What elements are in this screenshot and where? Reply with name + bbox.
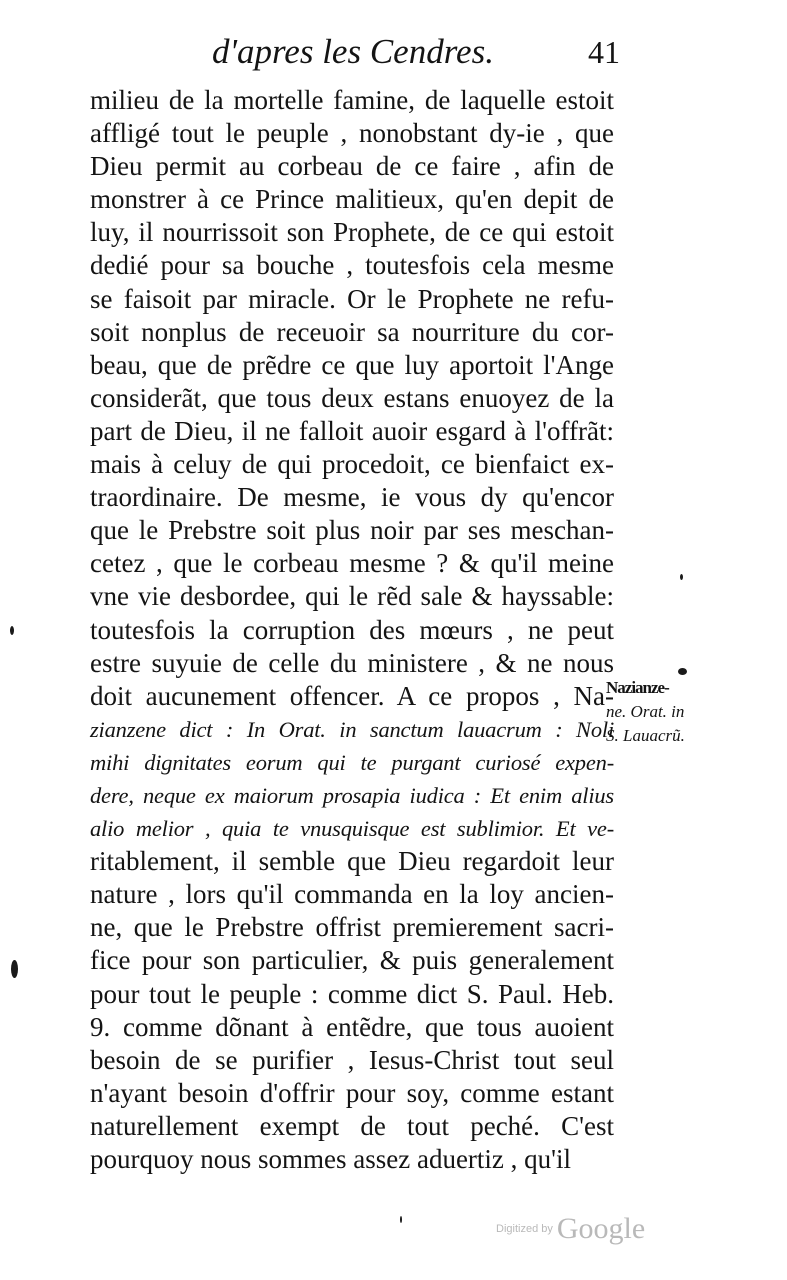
text-line: Dieu permit au corbeau de ce faire , afin de xyxy=(90,151,614,182)
text-line: vne vie desbordee, qui le rẽd sale & hayssable: xyxy=(90,581,614,612)
latin-quote-line: alio melior , quia te vnusquisque est sublimior. Et ve- xyxy=(90,816,614,842)
text-line: soit nonplus de receuoir sa nourriture du cor- xyxy=(90,316,614,347)
page-number: 41 xyxy=(588,34,620,70)
text-line: n'ayant besoin d'offrir pour soy, comme estant xyxy=(90,1077,614,1108)
text-line: milieu de la mortelle famine, de laquelle estoit xyxy=(90,85,614,115)
ink-speck xyxy=(680,574,683,580)
margin-note xyxy=(606,676,756,748)
text-line: que le Prebstre soit plus noir par ses meschan- xyxy=(90,515,614,546)
text-line: considerãt, que tous deux estans enuoyez de la xyxy=(90,382,614,413)
margin-note-line: S. Lauacrũ. xyxy=(606,726,685,745)
text-line: nature , lors qu'il commanda en la loy ancien- xyxy=(90,879,614,910)
text-line: luy, il nourrissoit son Prophete, de ce qui estoit xyxy=(90,217,614,248)
text-line: part de Dieu, il ne falloit auoir esgard à l'offrãt: xyxy=(90,415,614,446)
text-line: mais à celuy de qui procedoit, ce bienfaict ex- xyxy=(90,449,614,480)
text-line: beau, que de prẽdre ce que luy aportoit l'Ange xyxy=(90,349,614,380)
ink-speck xyxy=(678,668,687,675)
text-line: fice pour son particulier, & puis generalement xyxy=(90,945,614,976)
running-head xyxy=(200,24,620,80)
watermark-small-text: Digitized by xyxy=(496,1223,553,1235)
ink-speck xyxy=(400,1216,402,1223)
running-title: d'apres les Cendres. xyxy=(212,32,494,71)
text-line: 9. comme dõnant à entẽdre, que tous auoient xyxy=(90,1011,614,1042)
margin-note-line: ne. Orat. in xyxy=(606,702,685,721)
text-line: monstrer à ce Prince malitieux, qu'en depit de xyxy=(90,184,614,215)
text-line: cetez , que le corbeau mesme ? & qu'il meine xyxy=(90,548,614,579)
text-line: pourquoy nous sommes assez aduertiz , qu'il xyxy=(90,1144,572,1174)
text-line: besoin de se purifier , Iesus-Christ tout seul xyxy=(90,1044,614,1075)
ink-speck xyxy=(11,960,18,978)
text-line: toutesfois la corruption des mœurs , ne peut xyxy=(90,614,614,645)
margin-note-smudged-word: Nazianze- xyxy=(606,678,669,697)
text-line: dedié pour sa bouche , toutesfois cela mesme xyxy=(90,250,614,281)
text-line: se faisoit par miracle. Or le Prophete ne refu- xyxy=(90,283,614,314)
text-line: doit aucunement offencer. A ce propos , Na- xyxy=(90,680,614,711)
ink-speck xyxy=(10,626,14,635)
google-wordmark: Google xyxy=(556,1212,646,1245)
text-line: traordinaire. De mesme, ie vous dy qu'encor xyxy=(90,482,614,513)
main-text-block xyxy=(90,84,614,1176)
text-line: ne, que le Prebstre offrist premierement sacri- xyxy=(90,912,614,943)
text-line: pour tout le peuple : comme dict S. Paul. Heb. xyxy=(90,978,614,1009)
latin-quote-line: zianzene dict : In Orat. in sanctum lauacrum : Noli xyxy=(90,716,614,742)
text-line: affligé tout le peuple , nonobstant dy-ie , que xyxy=(90,118,614,149)
digitized-by-google-watermark xyxy=(496,1212,676,1252)
text-line: estre suyuie de celle du ministere , & ne nous xyxy=(90,647,614,678)
text-line: naturellement exempt de tout peché. C'est xyxy=(90,1110,614,1141)
latin-quote-line: mihi dignitates eorum qui te purgant curiosé expen- xyxy=(90,749,614,775)
text-line: ritablement, il semble que Dieu regardoit leur xyxy=(90,846,614,877)
latin-quote-line: dere, neque ex maiorum prosapia iudica : Et enim alius xyxy=(90,782,614,808)
